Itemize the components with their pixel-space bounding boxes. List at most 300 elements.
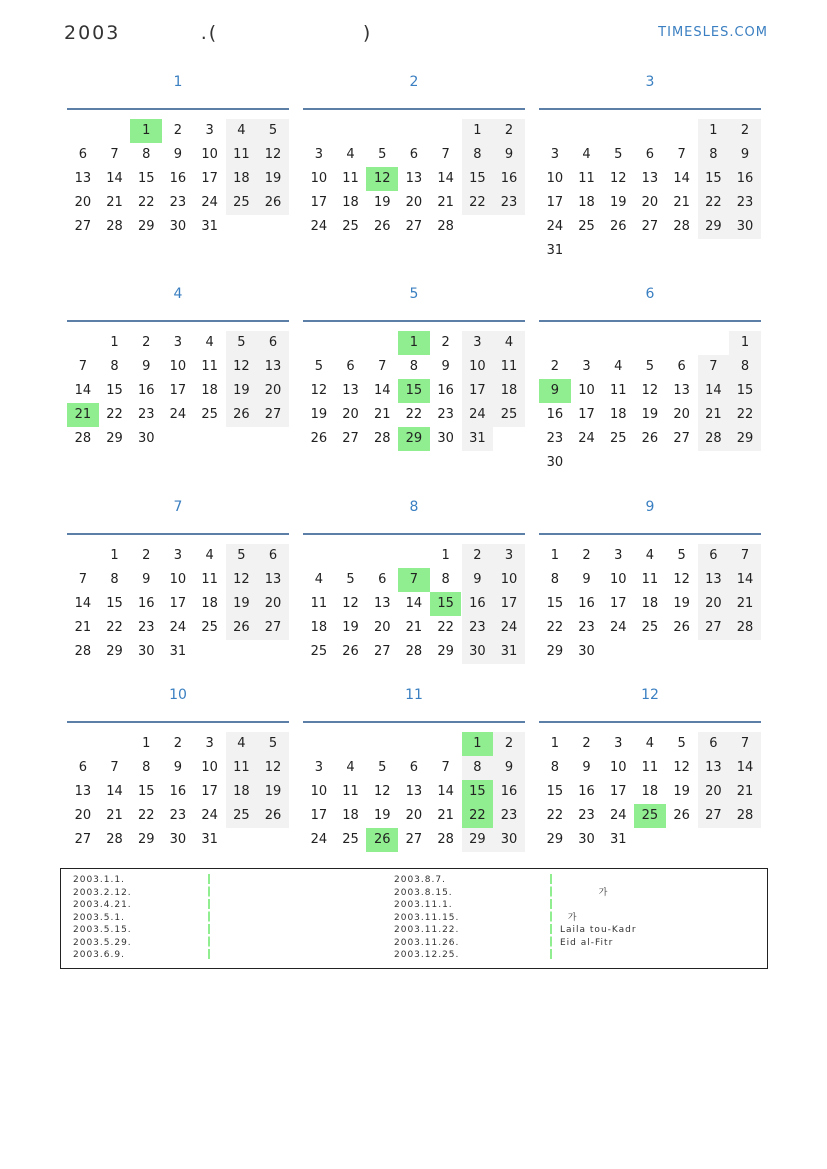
day-cell: 26	[226, 616, 258, 640]
day-cell: 2	[582, 736, 591, 751]
day-cell: 28	[437, 832, 454, 847]
day-cell: 23	[169, 808, 187, 823]
day-cell: 2	[173, 123, 183, 138]
day-cell: 4	[226, 732, 258, 756]
day-cell: 26	[257, 191, 289, 215]
day-cell: 19	[257, 780, 289, 804]
calendar-title: 2003 .( )	[64, 22, 373, 44]
holiday-day-cell: 9	[539, 379, 571, 403]
day-cell: 29	[546, 644, 564, 659]
holiday-day-cell: 21	[67, 403, 99, 427]
month-3	[539, 74, 761, 274]
day-cell: 3	[314, 760, 323, 775]
holiday-date: 2003.12.25.	[394, 950, 460, 960]
day-cell: 22	[137, 808, 155, 823]
day-cell: 8	[142, 760, 151, 775]
month-header-rule	[303, 533, 525, 535]
month-header-rule	[67, 320, 289, 322]
day-cell: 23	[169, 195, 187, 210]
day-cell: 4	[493, 331, 525, 355]
holiday-date: 2003.5.29.	[73, 937, 132, 948]
day-cell: 12	[257, 143, 289, 167]
day-cell: 16	[437, 383, 454, 398]
day-cell: 18	[641, 784, 659, 799]
day-cell: 8	[110, 572, 119, 587]
day-cell: 3	[173, 548, 183, 563]
day-cell: 1	[441, 548, 450, 563]
month-title: 12	[641, 687, 659, 703]
day-cell: 11	[609, 383, 627, 398]
day-cell: 19	[373, 808, 391, 823]
day-cell: 20	[257, 379, 289, 403]
day-cell: 3	[614, 548, 623, 563]
month-7	[67, 499, 289, 699]
day-cell: 19	[257, 167, 289, 191]
day-cell: 7	[729, 732, 761, 756]
day-cell: 3	[173, 335, 183, 350]
day-cell: 22	[405, 407, 423, 422]
day-cell: 10	[609, 760, 627, 775]
day-cell: 11	[641, 572, 659, 587]
day-cell: 12	[609, 171, 627, 186]
day-cell: 11	[493, 355, 525, 379]
holiday-name: Laila tou-Kadr	[560, 925, 637, 935]
day-cell: 30	[169, 219, 187, 234]
day-cell: 13	[257, 355, 289, 379]
day-cell: 19	[342, 620, 359, 635]
day-cell: 26	[673, 808, 690, 823]
day-cell: 10	[310, 784, 328, 799]
day-cell: 27	[74, 832, 92, 847]
day-cell: 19	[226, 592, 258, 616]
day-cell: 24	[578, 431, 595, 446]
day-cell: 29	[437, 644, 454, 659]
day-cell: 19	[609, 195, 627, 210]
day-cell: 28	[405, 644, 423, 659]
holiday-day-cell: 15	[462, 780, 494, 804]
day-cell: 21	[437, 195, 454, 210]
day-cell: 28	[74, 431, 92, 446]
day-cell: 23	[462, 616, 494, 640]
month-header-rule	[539, 320, 761, 322]
day-cell: 17	[201, 784, 218, 799]
day-cell: 7	[698, 355, 730, 379]
day-cell: 24	[609, 808, 627, 823]
day-cell: 8	[698, 143, 730, 167]
day-cell: 13	[74, 784, 92, 799]
day-cell: 28	[437, 219, 454, 234]
day-cell: 14	[373, 383, 391, 398]
day-cell: 14	[405, 596, 423, 611]
day-cell: 24	[310, 219, 328, 234]
day-cell: 6	[257, 331, 289, 355]
day-cell: 2	[142, 335, 151, 350]
day-cell: 7	[677, 147, 686, 162]
holiday-date: 2003.11.15.	[394, 912, 460, 923]
day-cell: 4	[205, 335, 214, 350]
day-cell: 16	[137, 383, 155, 398]
day-cell: 6	[257, 544, 289, 568]
month-title: 7	[173, 499, 183, 515]
day-cell: 10	[493, 568, 525, 592]
holiday-day-cell: 12	[366, 167, 398, 191]
day-cell: 12	[641, 383, 659, 398]
day-cell: 22	[462, 191, 494, 215]
day-cell: 25	[201, 407, 218, 422]
day-cell: 29	[137, 219, 155, 234]
day-cell: 20	[257, 592, 289, 616]
day-cell: 3	[493, 544, 525, 568]
day-cell: 30	[729, 215, 761, 239]
day-cell: 1	[550, 548, 559, 563]
month-11	[303, 687, 525, 887]
day-cell: 23	[578, 620, 595, 635]
holiday-day-cell: 25	[634, 804, 666, 828]
day-cell: 12	[673, 760, 690, 775]
day-cell: 12	[342, 596, 359, 611]
day-cell: 10	[310, 171, 328, 186]
day-cell: 2	[441, 335, 450, 350]
day-cell: 25	[226, 804, 258, 828]
day-cell: 21	[698, 403, 730, 427]
day-cell: 6	[698, 732, 730, 756]
day-cell: 2	[173, 736, 183, 751]
month-title: 5	[409, 286, 419, 302]
month-title: 1	[173, 74, 183, 90]
holiday-date: 2003.5.15.	[73, 925, 132, 935]
day-cell: 3	[462, 331, 494, 355]
day-cell: 7	[78, 572, 87, 587]
holiday-day-cell: 15	[398, 379, 430, 403]
day-cell: 4	[614, 359, 623, 374]
day-cell: 16	[137, 596, 155, 611]
day-cell: 14	[729, 756, 761, 780]
day-cell: 3	[550, 147, 559, 162]
day-cell: 22	[106, 620, 123, 635]
day-cell: 17	[546, 195, 564, 210]
day-cell: 16	[578, 596, 595, 611]
day-cell: 26	[373, 219, 391, 234]
month-5	[303, 286, 525, 486]
day-cell: 8	[462, 143, 494, 167]
day-cell: 15	[137, 171, 155, 186]
day-cell: 5	[257, 732, 289, 756]
day-cell: 30	[546, 455, 564, 470]
day-cell: 22	[546, 808, 564, 823]
day-cell: 29	[137, 832, 155, 847]
day-cell: 10	[169, 359, 187, 374]
holiday-date: 2003.6.9.	[73, 950, 125, 960]
day-cell: 29	[106, 644, 123, 659]
day-cell: 27	[641, 219, 659, 234]
day-cell: 15	[546, 784, 564, 799]
day-cell: 16	[729, 167, 761, 191]
day-cell: 27	[342, 431, 359, 446]
month-title: 2	[409, 74, 419, 90]
day-cell: 9	[493, 756, 525, 780]
holiday-color-marker	[550, 874, 552, 961]
holiday-date: 2003.1.1.	[73, 875, 125, 885]
month-header-rule	[303, 108, 525, 110]
day-cell: 22	[437, 620, 454, 635]
day-cell: 13	[342, 383, 359, 398]
day-cell: 6	[78, 147, 87, 162]
day-cell: 19	[310, 407, 328, 422]
month-title: 3	[645, 74, 655, 90]
holiday-name	[560, 874, 637, 887]
day-cell: 20	[641, 195, 659, 210]
day-cell: 8	[110, 359, 119, 374]
day-cell: 10	[169, 572, 187, 587]
day-cell: 11	[641, 760, 659, 775]
day-cell: 12	[226, 355, 258, 379]
day-cell: 29	[729, 427, 761, 451]
day-cell: 17	[609, 596, 627, 611]
day-cell: 10	[546, 171, 564, 186]
holiday-name: 가	[560, 887, 609, 898]
month-header-rule	[67, 533, 289, 535]
day-cell: 16	[546, 407, 564, 422]
holiday-name: 가	[560, 912, 578, 923]
day-cell: 5	[378, 760, 387, 775]
day-cell: 25	[578, 219, 595, 234]
day-cell: 18	[641, 596, 659, 611]
holiday-day-cell: 1	[462, 732, 494, 756]
day-cell: 5	[614, 147, 623, 162]
day-cell: 25	[201, 620, 218, 635]
month-title: 4	[173, 286, 183, 302]
day-cell: 13	[698, 756, 730, 780]
day-cell: 2	[729, 119, 761, 143]
day-cell: 9	[142, 359, 151, 374]
day-cell: 18	[201, 383, 218, 398]
day-cell: 24	[169, 407, 187, 422]
day-cell: 15	[698, 167, 730, 191]
day-cell: 18	[609, 407, 627, 422]
day-cell: 11	[578, 171, 595, 186]
day-cell: 22	[729, 403, 761, 427]
day-cell: 16	[462, 592, 494, 616]
day-cell: 9	[582, 760, 591, 775]
day-cell: 5	[378, 147, 387, 162]
day-cell: 22	[106, 407, 123, 422]
day-cell: 5	[677, 736, 686, 751]
day-cell: 9	[173, 760, 183, 775]
day-cell: 23	[578, 808, 595, 823]
day-cell: 17	[578, 407, 595, 422]
day-cell: 28	[74, 644, 92, 659]
day-cell: 15	[106, 383, 123, 398]
day-cell: 12	[257, 756, 289, 780]
day-cell: 19	[673, 784, 690, 799]
day-cell: 8	[441, 572, 450, 587]
legend-left-dates	[73, 874, 132, 962]
holiday-day-cell: 1	[130, 119, 162, 143]
day-cell: 25	[493, 403, 525, 427]
day-cell: 17	[609, 784, 627, 799]
day-cell: 15	[137, 784, 155, 799]
day-cell: 27	[698, 616, 730, 640]
day-cell: 31	[462, 427, 494, 451]
day-cell: 11	[226, 756, 258, 780]
day-cell: 21	[74, 620, 92, 635]
month-title: 10	[169, 687, 187, 703]
day-cell: 12	[310, 383, 328, 398]
day-cell: 11	[342, 784, 359, 799]
day-cell: 15	[546, 596, 564, 611]
day-cell: 28	[106, 219, 123, 234]
holiday-color-marker	[208, 874, 210, 961]
day-cell: 4	[582, 147, 591, 162]
day-cell: 14	[437, 171, 454, 186]
day-cell: 3	[614, 736, 623, 751]
day-cell: 24	[462, 403, 494, 427]
holiday-name	[560, 949, 637, 962]
day-cell: 18	[342, 195, 359, 210]
day-cell: 17	[462, 379, 494, 403]
day-cell: 30	[137, 644, 155, 659]
day-cell: 6	[677, 359, 686, 374]
day-cell: 27	[373, 644, 391, 659]
day-cell: 5	[226, 544, 258, 568]
day-cell: 6	[378, 572, 387, 587]
day-cell: 16	[493, 780, 525, 804]
day-cell: 10	[578, 383, 595, 398]
day-cell: 11	[310, 596, 328, 611]
day-cell: 29	[462, 828, 494, 852]
day-cell: 20	[405, 195, 423, 210]
day-cell: 3	[314, 147, 323, 162]
day-cell: 6	[409, 147, 419, 162]
day-cell: 20	[373, 620, 391, 635]
day-cell: 24	[609, 620, 627, 635]
day-cell: 18	[310, 620, 328, 635]
day-cell: 27	[698, 804, 730, 828]
day-cell: 20	[698, 592, 730, 616]
holiday-day-cell: 7	[398, 568, 430, 592]
holiday-date: 2003.11.22.	[394, 925, 460, 935]
day-cell: 23	[493, 191, 525, 215]
day-cell: 5	[677, 548, 686, 563]
day-cell: 25	[226, 191, 258, 215]
day-cell: 23	[137, 407, 155, 422]
day-cell: 4	[205, 548, 214, 563]
day-cell: 26	[609, 219, 627, 234]
day-cell: 7	[110, 147, 119, 162]
month-10	[67, 687, 289, 887]
month-6	[539, 286, 761, 486]
holiday-date: 2003.8.7.	[394, 875, 446, 885]
day-cell: 27	[74, 219, 92, 234]
day-cell: 7	[441, 147, 450, 162]
day-cell: 4	[346, 147, 355, 162]
site-logo[interactable]: TIMESLES.COM	[658, 25, 768, 40]
day-cell: 28	[729, 804, 761, 828]
day-cell: 7	[78, 359, 87, 374]
day-cell: 31	[546, 243, 564, 258]
day-cell: 25	[310, 644, 328, 659]
holiday-date: 2003.11.26.	[394, 937, 460, 948]
day-cell: 1	[142, 736, 151, 751]
day-cell: 6	[698, 544, 730, 568]
day-cell: 3	[582, 359, 591, 374]
day-cell: 7	[378, 359, 387, 374]
day-cell: 18	[578, 195, 595, 210]
day-cell: 24	[201, 195, 218, 210]
day-cell: 15	[462, 167, 494, 191]
day-cell: 23	[729, 191, 761, 215]
day-cell: 27	[257, 403, 289, 427]
day-cell: 20	[74, 195, 92, 210]
day-cell: 4	[346, 760, 355, 775]
day-cell: 25	[342, 832, 359, 847]
month-header-rule	[67, 721, 289, 723]
month-9	[539, 499, 761, 699]
day-cell: 24	[201, 808, 218, 823]
day-cell: 25	[609, 431, 627, 446]
holiday-day-cell: 26	[366, 828, 398, 852]
month-header-rule	[539, 533, 761, 535]
holiday-day-cell: 22	[462, 804, 494, 828]
day-cell: 14	[74, 383, 92, 398]
day-cell: 20	[698, 780, 730, 804]
day-cell: 26	[257, 804, 289, 828]
day-cell: 20	[74, 808, 92, 823]
month-header-rule	[539, 108, 761, 110]
day-cell: 30	[578, 644, 595, 659]
day-cell: 24	[546, 219, 564, 234]
day-cell: 27	[673, 431, 690, 446]
day-cell: 21	[373, 407, 391, 422]
day-cell: 13	[74, 171, 92, 186]
day-cell: 3	[205, 736, 214, 751]
legend-right-names	[560, 874, 637, 962]
day-cell: 12	[373, 784, 391, 799]
month-1	[67, 74, 289, 274]
day-cell: 19	[673, 596, 690, 611]
day-cell: 21	[106, 195, 123, 210]
day-cell: 5	[257, 119, 289, 143]
day-cell: 30	[437, 431, 454, 446]
day-cell: 6	[409, 760, 419, 775]
day-cell: 10	[462, 355, 494, 379]
day-cell: 27	[405, 219, 423, 234]
holiday-date: 2003.11.1.	[394, 900, 453, 910]
month-header-rule	[303, 320, 525, 322]
day-cell: 1	[462, 119, 494, 143]
day-cell: 26	[641, 431, 659, 446]
day-cell: 21	[673, 195, 690, 210]
day-cell: 5	[346, 572, 355, 587]
holiday-day-cell: 15	[430, 592, 462, 616]
day-cell: 18	[342, 808, 359, 823]
day-cell: 11	[342, 171, 359, 186]
day-cell: 26	[342, 644, 359, 659]
day-cell: 22	[137, 195, 155, 210]
day-cell: 31	[201, 832, 218, 847]
day-cell: 30	[169, 832, 187, 847]
day-cell: 31	[169, 644, 187, 659]
day-cell: 18	[201, 596, 218, 611]
day-cell: 21	[106, 808, 123, 823]
day-cell: 2	[493, 119, 525, 143]
day-cell: 9	[582, 572, 591, 587]
month-header-rule	[303, 721, 525, 723]
day-cell: 24	[169, 620, 187, 635]
day-cell: 29	[698, 215, 730, 239]
day-cell: 2	[462, 544, 494, 568]
day-cell: 13	[373, 596, 391, 611]
